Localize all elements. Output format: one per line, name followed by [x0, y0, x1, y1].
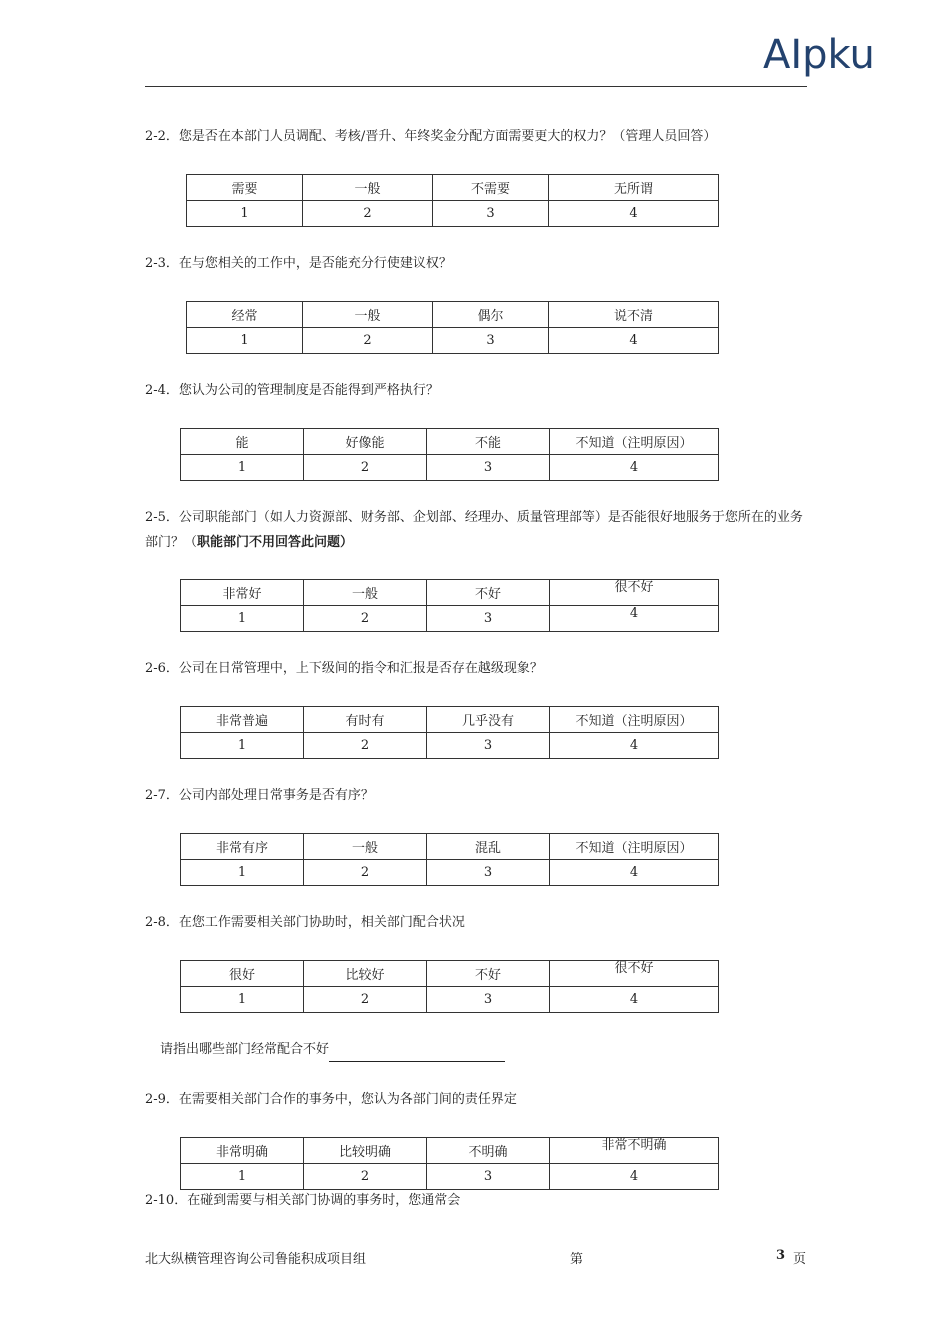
- value-cell: 3: [427, 860, 550, 886]
- value-cell: 2: [304, 987, 427, 1013]
- value-cell: 4: [550, 1164, 719, 1190]
- option-cell[interactable]: 非常普遍: [181, 707, 304, 733]
- value-cell: 4: [550, 733, 719, 759]
- answer-table-2-6: [180, 706, 719, 759]
- option-cell[interactable]: 不能: [427, 429, 550, 455]
- value-cell: 2: [303, 201, 433, 227]
- question-2-9: 2-9．在需要相关部门合作的事务中，您认为各部门间的责任界定: [145, 1092, 517, 1107]
- value-cell: 3: [427, 987, 550, 1013]
- logo-text: AIpku: [763, 32, 875, 78]
- option-cell[interactable]: 比较明确: [304, 1138, 427, 1164]
- option-cell[interactable]: 一般: [303, 302, 433, 328]
- option-cell[interactable]: 偶尔: [433, 302, 549, 328]
- option-cell[interactable]: 说不清: [549, 302, 719, 328]
- option-cell[interactable]: 有时有: [304, 707, 427, 733]
- option-cell[interactable]: 不知道（注明原因）: [550, 707, 719, 733]
- option-cell[interactable]: 需要: [187, 175, 303, 201]
- option-cell[interactable]: 很不好: [550, 961, 719, 987]
- value-cell: 4: [550, 606, 719, 632]
- value-cell: 4: [550, 455, 719, 481]
- question-2-8: 2-8．在您工作需要相关部门协助时，相关部门配合状况: [145, 915, 465, 930]
- option-cell[interactable]: 几乎没有: [427, 707, 550, 733]
- footer-org: 北大纵横管理咨询公司鲁能积成项目组: [145, 1252, 367, 1267]
- answer-table-2-4: [180, 428, 719, 481]
- answer-table-2-2: [186, 174, 719, 227]
- question-2-5-text: 2-5．公司职能部门（如人力资源部、财务部、企划部、经理办、质量管理部等）是否能很好地服务于您所在的业务部门？（: [145, 510, 803, 550]
- question-2-10: 2-10．在碰到需要与相关部门协调的事务时，您通常会: [145, 1193, 461, 1208]
- value-cell: 4: [550, 860, 719, 886]
- answer-table-2-9: [180, 1137, 719, 1190]
- option-cell[interactable]: 非常明确: [181, 1138, 304, 1164]
- question-2-2: 2-2．您是否在本部门人员调配、考核/晋升、年终奖金分配方面需要更大的权力？（管理人员回答）: [145, 129, 717, 144]
- value-cell: 2: [304, 606, 427, 632]
- footer-page-suffix: 页: [793, 1252, 807, 1267]
- value-cell: 4: [549, 328, 719, 354]
- option-cell[interactable]: 混乱: [427, 834, 550, 860]
- value-cell: 3: [427, 455, 550, 481]
- answer-table-2-5: [180, 579, 719, 632]
- question-2-4: 2-4．您认为公司的管理制度是否能得到严格执行？: [145, 383, 439, 398]
- value-cell: 2: [304, 1164, 427, 1190]
- value-cell: 2: [304, 860, 427, 886]
- question-2-7: 2-7．公司内部处理日常事务是否有序？: [145, 788, 374, 803]
- option-cell[interactable]: 一般: [304, 580, 427, 606]
- option-cell[interactable]: 一般: [303, 175, 433, 201]
- value-cell: 3: [427, 606, 550, 632]
- value-cell: 1: [181, 860, 304, 886]
- footer-page-prefix: 第: [570, 1252, 584, 1267]
- option-cell[interactable]: 不明确: [427, 1138, 550, 1164]
- value-cell: 1: [181, 1164, 304, 1190]
- option-cell[interactable]: 比较好: [304, 961, 427, 987]
- question-2-5-note: 职能部门不用回答此问题）: [197, 535, 354, 550]
- option-cell[interactable]: 很好: [181, 961, 304, 987]
- value-cell: 3: [427, 1164, 550, 1190]
- option-cell[interactable]: 非常好: [181, 580, 304, 606]
- value-cell: 3: [433, 201, 549, 227]
- value-cell: 1: [181, 455, 304, 481]
- question-2-6: 2-6．公司在日常管理中，上下级间的指令和汇报是否存在越级现象？: [145, 661, 543, 676]
- option-cell[interactable]: 能: [181, 429, 304, 455]
- question-2-5: [145, 505, 810, 555]
- option-cell[interactable]: 经常: [187, 302, 303, 328]
- header-rule: [145, 86, 807, 87]
- option-cell[interactable]: 好像能: [304, 429, 427, 455]
- option-cell[interactable]: 很不好: [550, 580, 719, 606]
- option-cell[interactable]: 不好: [427, 580, 550, 606]
- answer-table-2-8: [180, 960, 719, 1013]
- option-cell[interactable]: 不知道（注明原因）: [550, 834, 719, 860]
- option-cell[interactable]: 不知道（注明原因）: [550, 429, 719, 455]
- aipku-logo: [763, 30, 889, 78]
- answer-table-2-3: [186, 301, 719, 354]
- value-cell: 3: [433, 328, 549, 354]
- option-cell[interactable]: 一般: [304, 834, 427, 860]
- value-cell: 2: [303, 328, 433, 354]
- question-2-3: 2-3．在与您相关的工作中，是否能充分行使建议权？: [145, 256, 452, 271]
- value-cell: 1: [181, 733, 304, 759]
- value-cell: 2: [304, 733, 427, 759]
- value-cell: 4: [550, 987, 719, 1013]
- value-cell: 1: [187, 328, 303, 354]
- value-cell: 2: [304, 455, 427, 481]
- option-cell[interactable]: 不好: [427, 961, 550, 987]
- value-cell: 4: [549, 201, 719, 227]
- footer-page-number: 3: [776, 1248, 786, 1263]
- value-cell: 1: [181, 606, 304, 632]
- value-cell: 1: [181, 987, 304, 1013]
- option-cell[interactable]: 非常不明确: [550, 1138, 719, 1164]
- option-cell[interactable]: 无所谓: [549, 175, 719, 201]
- value-cell: 3: [427, 733, 550, 759]
- option-cell[interactable]: 非常有序: [181, 834, 304, 860]
- answer-table-2-7: [180, 833, 719, 886]
- follow-up-label: 请指出哪些部门经常配合不好: [160, 1042, 330, 1057]
- fill-in-blank[interactable]: [329, 1045, 505, 1062]
- follow-up-2-8: [160, 1037, 840, 1062]
- value-cell: 1: [187, 201, 303, 227]
- option-cell[interactable]: 不需要: [433, 175, 549, 201]
